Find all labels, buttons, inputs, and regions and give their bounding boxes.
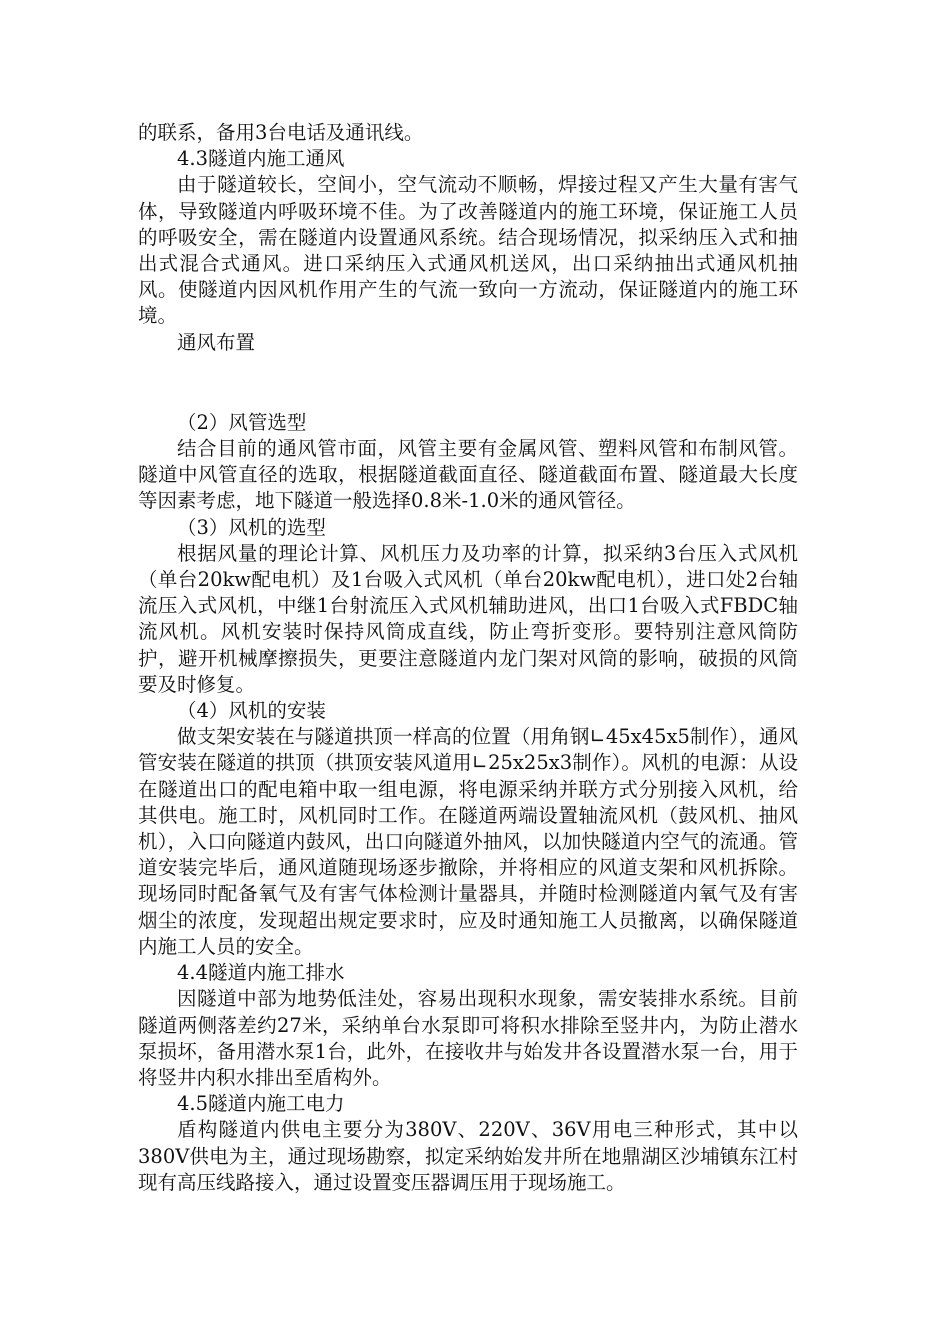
document-body: [138, 120, 798, 1196]
subheading-fan-selection: （3）风机的选型: [177, 515, 326, 539]
paragraph-fan-installation: 做支架安装在与隧道拱顶一样高的位置（用角钢∟45x45x5制作），通风管安装在隧道的拱顶（拱顶安装风道用∟25x25x3制作）。风机的电源：从设在隧道出口的配电箱中取一组电源，将电源采纳并联方式分别接入风机，给其供电。施工时，风机同时工作。在隧道两端设置轴流风机（鼓风机、抽风机），入口向隧道内鼓风，出口向隧道外抽风，以加快隧道内空气的流通。管道安装完毕后，通风道随现场逐步撤除，并将相应的风道支架和风机拆除。现场同时配备氧气及有害气体检测计量器具，并随时检测隧道内氧气及有害烟尘的浓度，发现超出规定要求时，应及时通知施工人员撤离，以确保隧道内施工人员的安全。: [138, 725, 798, 958]
subheading-fan-installation: （4）风机的安装: [177, 699, 326, 723]
paragraph-continuation: 的联系，备用3台电话及通讯线。: [138, 121, 424, 144]
subheading-ventilation-layout: 通风布置: [177, 330, 256, 354]
paragraph-drainage: 因隧道中部为地势低洼处，容易出现积水现象，需安装排水系统。目前隧道两侧落差约27米，采纳单台水泵即可将积水排除至竖井内，为防止潜水泵损坏，备用潜水泵1台，此外，在接收井与始发井各设置潜水泵一台，用于将竖井内积水排出至盾构外。: [138, 987, 798, 1089]
subheading-duct-selection: （2）风管选型: [177, 410, 307, 434]
paragraph-power: 盾构隧道内供电主要分为380V、220V、36V用电三种形式，其中以380V供电为主，通过现场勘察，拟定采纳始发井所在地鼎湖区沙埔镇东江村现有高压线路接入，通过设置变压器调压用于现场施工。: [138, 1118, 798, 1194]
blank-space: [138, 356, 798, 410]
section-heading-4-3: 4.3隧道内施工通风: [177, 147, 345, 171]
paragraph-ventilation-intro: 由于隧道较长，空间小，空气流动不顺畅，焊接过程又产生大量有害气体，导致隧道内呼吸环境不佳。为了改善隧道内的施工环境，保证施工人员的呼吸安全，需在隧道内设置通风系统。结合现场情况，拟采纳压入式和抽出式混合式通风。进口采纳压入式通风机送风，出口采纳抽出式通风机抽风。使隧道内因风机作用产生的气流一致向一方流动，保证隧道内的施工环境。: [138, 173, 798, 328]
paragraph-duct-selection: 结合目前的通风管市面，风管主要有金属风管、塑料风管和布制风管。隧道中风管直径的选取，根据隧道截面直径、隧道截面布置、隧道最大长度等因素考虑，地下隧道一般选择0.8米-1.0米的通风管径。: [138, 437, 798, 513]
paragraph-fan-selection: 根据风量的理论计算、风机压力及功率的计算，拟采纳3台压入式风机（单台20kw配电机）及1台吸入式风机（单台20kw配电机），进口处2台轴流压入式风机，中继1台射流压入式风机辅助进风，出口1台吸入式FBDC轴流风机。风机安装时保持风筒成直线，防止弯折变形。要特别注意风筒防护，避开机械摩擦损失，更要注意隧道内龙门架对风筒的影响，破损的风筒要及时修复。: [138, 541, 798, 696]
section-heading-4-4: 4.4隧道内施工排水: [177, 961, 345, 985]
section-heading-4-5: 4.5隧道内施工电力: [177, 1092, 345, 1116]
